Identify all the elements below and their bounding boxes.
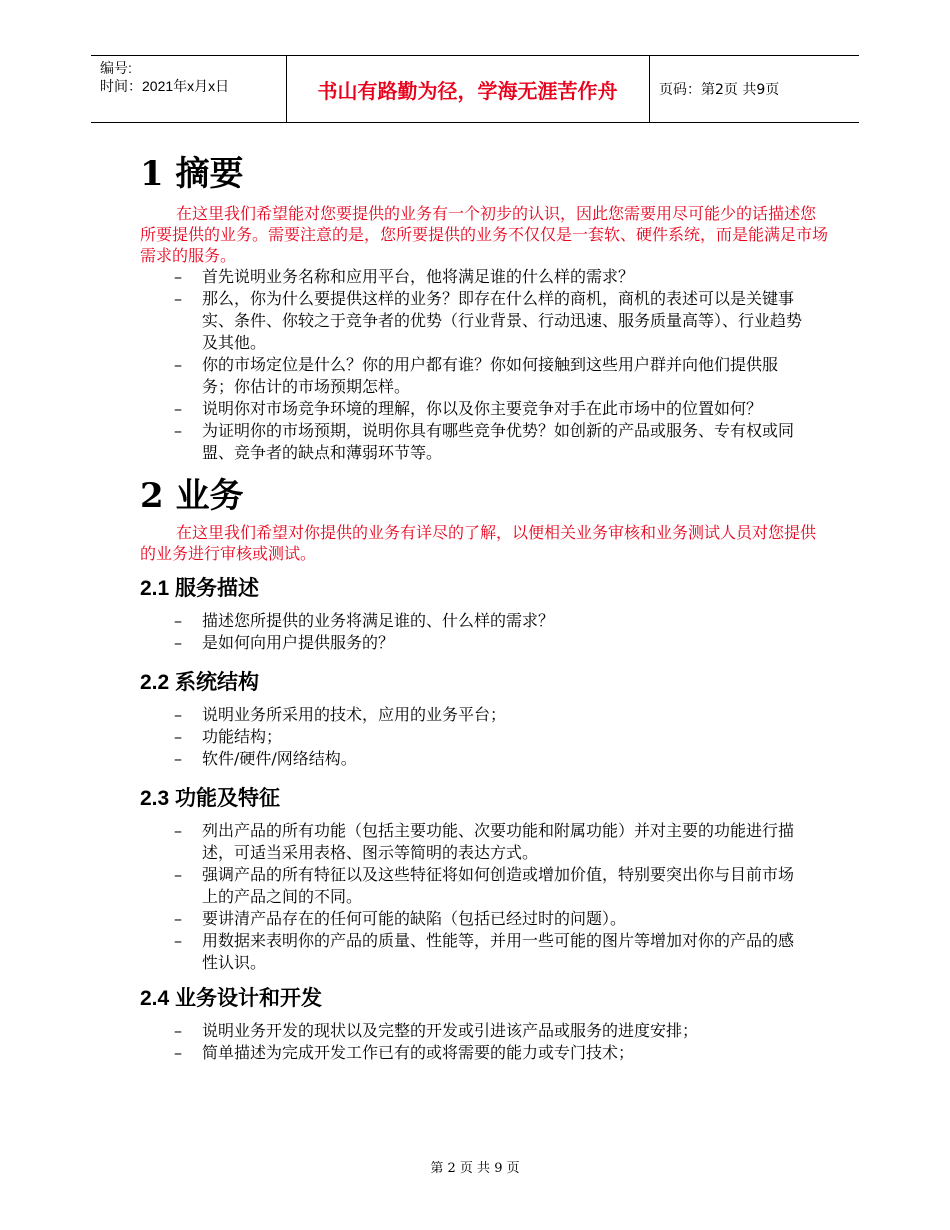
number-label: 编号: [100,60,132,76]
section-2-3-title: 2.3 功能及特征 [140,787,281,810]
section-2-1-list [140,610,830,654]
section-2-2-list [140,704,830,770]
list-item: – 用数据来表明你的产品的质量、性能等，并用一些可能的图片等增加对你的产品的感性认识。 [140,930,802,974]
section-2-2-title: 2.2 系统结构 [140,671,260,694]
section-2-1-title: 2.1 服务描述 [140,577,260,600]
list-item: – 为证明你的市场预期，说明你具有哪些竞争优势？如创新的产品或服务、专有权或同盟、竞争者的缺点和薄弱环节等。 [140,420,802,464]
list-item: – 说明业务开发的现状以及完整的开发或引进该产品或服务的进度安排； [140,1020,802,1042]
section-2-4-title: 2.4 业务设计和开发 [140,987,323,1010]
list-item: – 你的市场定位是什么？你的用户都有谁？你如何接触到这些用户群并向他们提供服务；你估计的市场预期怎样。 [140,354,802,398]
section-1-intro: 在这里我们希望能对您要提供的业务有一个初步的认识，因此您需要用尽可能少的话描述您所要提供的业务。需要注意的是，您所要提供的业务不仅仅是一套软、硬件系统，而是能满足市场需求的服务。 [140,204,829,265]
section-2-intro: 在这里我们希望对你提供的业务有详尽的了解，以便相关业务审核和业务测试人员对您提供的业务进行审核或测试。 [140,523,817,563]
list-item: – 是如何向用户提供服务的？ [140,632,802,654]
time-label: 时间：2021年x月x日 [100,78,230,94]
list-item: – 说明你对市场竞争环境的理解，你以及你主要竞争对手在此市场中的位置如何？ [140,398,802,420]
section-2-title: 2 业务 [140,476,244,516]
section-1-list [140,266,830,464]
header-meta [100,59,229,95]
header-page-info: 页码：第2页 共9页 [659,82,780,98]
header-divider [649,56,650,122]
list-item: – 软件/硬件/网络结构。 [140,748,802,770]
list-item: – 说明业务所采用的技术，应用的业务平台； [140,704,802,726]
list-item: – 强调产品的所有特征以及这些特征将如何创造或增加价值，特别要突出你与目前市场上的产品之间的不同。 [140,864,802,908]
list-item: – 要讲清产品存在的任何可能的缺陷（包括已经过时的问题）。 [140,908,802,930]
list-item: – 描述您所提供的业务将满足谁的、什么样的需求？ [140,610,802,632]
list-item: – 功能结构； [140,726,802,748]
document-body [140,150,830,1064]
header-motto: 书山有路勤为径，学海无涯苦作舟 [317,78,618,103]
section-1-title: 1 摘要 [140,154,244,194]
list-item: – 列出产品的所有功能（包括主要功能、次要功能和附属功能）并对主要的功能进行描述，可适当采用表格、图示等简明的表达方式。 [140,820,802,864]
list-item: – 首先说明业务名称和应用平台，他将满足谁的什么样的需求？ [140,266,802,288]
section-2-3-list [140,820,830,974]
list-item: – 那么，你为什么要提供这样的业务？即存在什么样的商机，商机的表述可以是关键事实、条件、你较之于竞争者的优势（行业背景、行动迅速、服务质量高等）、行业趋势及其他。 [140,288,802,354]
section-2-4-list [140,1020,830,1064]
list-item: – 简单描述为完成开发工作已有的或将需要的能力或专门技术； [140,1042,802,1064]
page-header [91,55,859,123]
page-footer: 第 2 页 共 9 页 [430,1161,520,1176]
